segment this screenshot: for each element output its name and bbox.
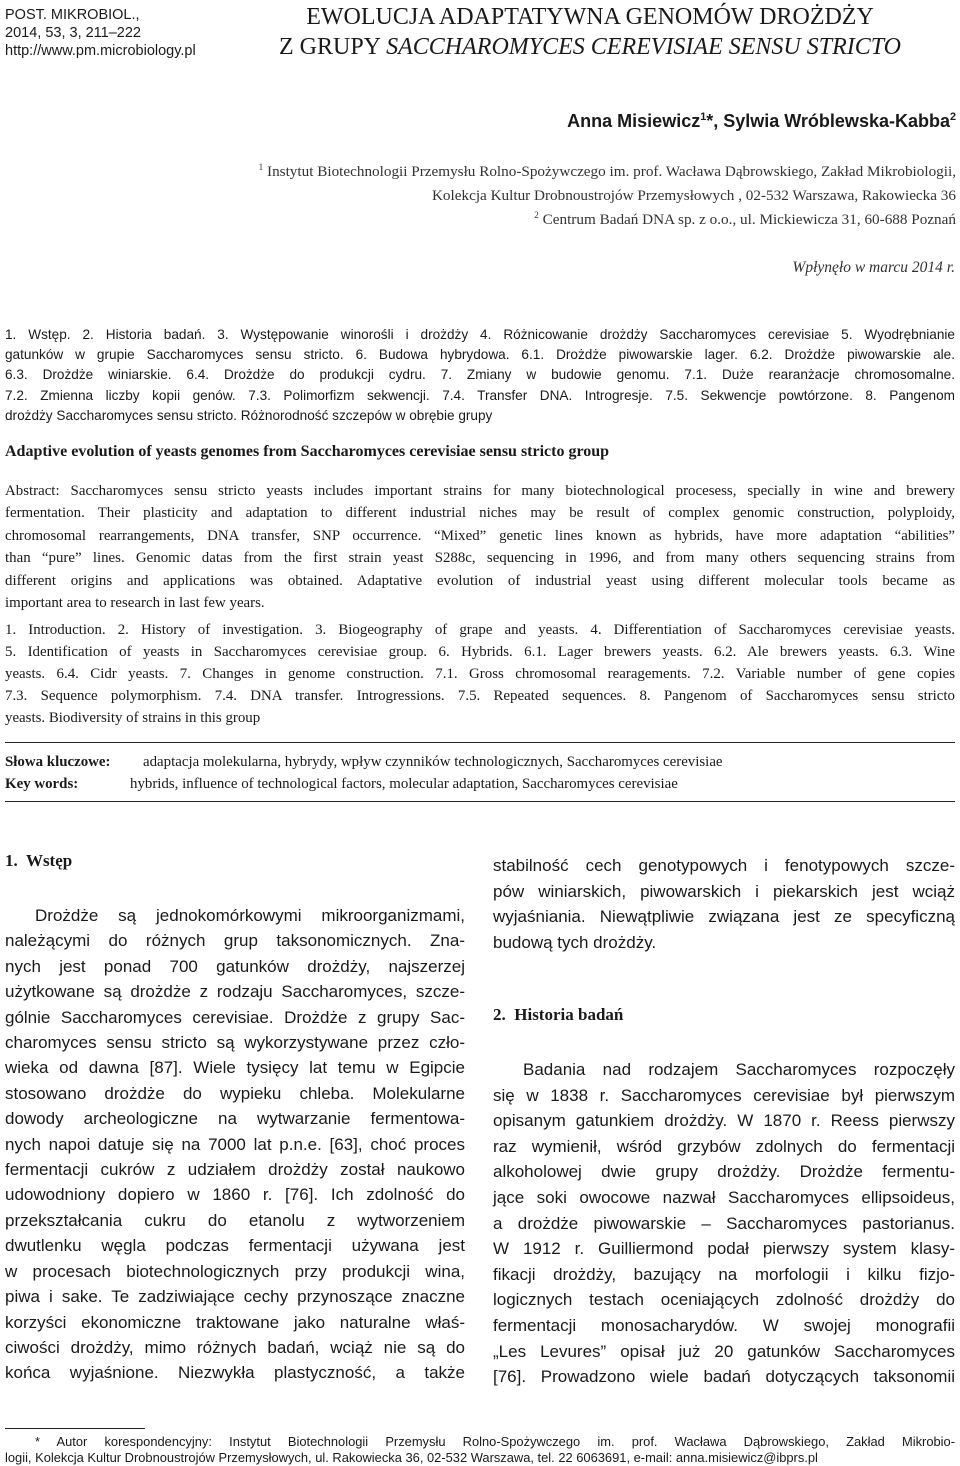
affiliation-1-line-1: $^1$ Instytut Biotechnologii Przemysłu Rolno-Spożywczego im. prof. Wacława Dąbrowskiego, Zakład Mikrobiologii, xyxy=(258,161,956,180)
body-line: Drożdże są jednokomórkowymi mikroorganizmami, xyxy=(35,906,465,925)
body-line: ciwości drożdży, mimo różnych badań, wciąż nie są do xyxy=(5,1337,465,1357)
journal-url[interactable]: http://www.pm.microbiology.pl xyxy=(5,43,196,59)
affiliation-1-line-2: Kolekcja Kultur Drobnoustrojów Przemysłowych , 02-532 Warszawa, Rakowiecka 36 xyxy=(431,187,956,204)
keywords-bottom-rule xyxy=(5,801,955,802)
journal-info xyxy=(5,6,196,60)
keywords-top-rule xyxy=(5,742,955,743)
toc-pl-line: 1. Wstęp. 2. Historia badań. 3. Występowanie winorośli i drożdży 4. Różnicowanie drożdży Saccharomyces cerevisiae 5. Wyodrębnianie xyxy=(5,327,955,342)
abstract-line: Abstract: Saccharomyces sensu stricto yeasts includes important strains for many biotechnological procesess, specially in wine and brewery xyxy=(5,483,955,499)
section-1-body xyxy=(5,903,465,1386)
journal-name: POST. MIKROBIOL., xyxy=(5,7,140,23)
abstract-line: than “pure” lines. Genomic datas from the first strain yeast S288c, sequencing in 1996, and from many others sequencing strains from xyxy=(5,550,955,567)
body-line: nych jest ponad 700 gatunków drożdży, najszerzej xyxy=(5,956,465,976)
toc-pl-line: gatunków w grupie Saccharomyces sensu stricto. 6. Budowa hybrydowa. 6.1. Drożdże piwowarskie lager. 6.2. Drożdże piwowarskie ale. xyxy=(5,347,955,363)
body-line: a drożdże piwowarskie – Saccharomyces pastorianus. xyxy=(493,1213,955,1233)
toc-pl-line: 7.2. Zmienna liczby kopii genów. 7.3. Polimorfizm sekwencji. 7.4. Transfer DNA. Introgresje. 7.5. Sekwencje powtórzone. 8. Pangenom xyxy=(5,387,955,403)
section-1-heading: 1. Wstęp xyxy=(5,851,73,870)
received-date: Wpłynęło w marcu 2014 r. xyxy=(792,259,955,276)
body-line: nych napoi datuje się na 7000 lat p.n.e. [63], choć proces xyxy=(5,1134,465,1154)
toc-en-line: yeasts. Biodiversity of strains in this group xyxy=(5,710,261,726)
body-line: jące soki owocowe nazwał Saccharomyces ellipsoideus, xyxy=(493,1187,955,1207)
body-line: logicznych testach oceniających zdolność drożdży do xyxy=(493,1290,955,1310)
body-line: gólnie Saccharomyces cerevisiae. Drożdże z grupy Sac- xyxy=(5,1007,465,1027)
authors: Anna Misiewicz$^1$*, Sylwia Wróblewska-Kabba$^2$ xyxy=(567,111,956,131)
toc-english xyxy=(5,619,955,729)
toc-pl-line: 6.3. Drożdże winiarskie. 6.4. Drożdże do produkcji cydru. 7. Zmiany w budowie genomu. 7.1. Duże rearanżacje chromosomalne. xyxy=(5,367,955,383)
keywords-english: Key words: hybrids, influence of technological factors, molecular adaptation, Saccharomyces cerevisiae xyxy=(5,776,678,792)
toc-en-line: 7.3. Sequence polymorphism. 7.4. DNA transfer. Introgressions. 7.5. Repeated sequences. 8. Pangenom of Saccharomyces sensu stricto xyxy=(5,688,955,704)
body-line: udowodniony dopiero w 1860 r. [76]. Ich zdolność do xyxy=(5,1185,465,1205)
body-line: fermentacji cukrów z udziałem drożdży został naukowo xyxy=(5,1160,465,1180)
toc-en-line: 5. Identification of yeasts in Saccharomyces cerevisiae group. 6. Hybrids. 6.1. Lager brewers yeasts. 6.2. Ale brewers yeasts. 6.3. Wine xyxy=(5,644,955,660)
affiliations xyxy=(136,160,956,232)
affiliation-2: $^2$ Centrum Badań DNA sp. z o.o., ul. Mickiewicza 31, 60-688 Poznań xyxy=(534,209,956,228)
journal-issue: 2014, 53, 3, 211–222 xyxy=(5,25,141,41)
toc-pl-line: drożdży Saccharomyces sensu stricto. Różnorodność szczepów w obrębie grupy xyxy=(5,407,493,423)
article-title xyxy=(220,2,960,62)
footnote-line-1: * Autor korespondencyjny: Instytut Biotechnologii Przemysłu Rolno-Spożywczego im. prof. Wacława Dąbrowskiego, Zakład Mikrobio- xyxy=(35,1434,955,1449)
body-line: wieka od dawna [87]. Wiele tysięcy lat temu w Egipcie xyxy=(5,1058,465,1078)
abstract-line: fermentation. Their plasticity and adaptation to different industrial niches may be result of complex genomic construction, polyploidy, xyxy=(5,505,955,522)
body-line: fikacji drożdży, bazujący na morfologii i kilku fizjo- xyxy=(493,1264,955,1284)
body-line: się w 1838 r. Saccharomyces cerevisiae był pierwszym xyxy=(493,1085,955,1105)
column-2-continuation xyxy=(493,853,955,955)
title-line-1: EWOLUCJA ADAPTATYWNA GENOMÓW DROŻDŻY xyxy=(306,4,874,30)
keywords-polish: Słowa kluczowe: adaptacja molekularna, hybrydy, wpływ czynników technologicznych, Saccharomyces cerevisiae xyxy=(5,754,723,770)
body-line: budową tych drożdży. xyxy=(493,932,657,952)
toc-en-line: yeasts. 6.4. Cidr yeasts. 7. Changes in genome construction. 7.1. Gross chromosomal rearagements. 7.2. Variable number of gene copies xyxy=(5,666,955,682)
body-line: W 1912 r. Guilliermond podał pierwszy system klasy- xyxy=(493,1239,955,1259)
body-line: stosowano drożdże do wypieku chleba. Molekularne xyxy=(5,1083,465,1103)
keywords xyxy=(5,751,723,795)
abstract xyxy=(5,480,955,614)
abstract-line: important area to research in last few years. xyxy=(5,595,265,612)
body-line: Badania nad rodzajem Saccharomyces rozpoczęły xyxy=(523,1060,955,1079)
english-title: Adaptive evolution of yeasts genomes from Saccharomyces cerevisiae sensu stricto group xyxy=(5,443,610,460)
body-line: pów winiarskich, piwowarskich i piekarskich jest wciąż xyxy=(493,881,955,901)
body-line: dowody archeologiczne na wytwarzanie fermentowa- xyxy=(5,1109,465,1129)
body-line: alkoholowej dwie grupy drożdży. Drożdże fermentu- xyxy=(493,1162,955,1182)
author-2: Sylwia Wróblewska-Kabba xyxy=(723,111,950,131)
footnote xyxy=(5,1434,955,1466)
body-line: wyjaśniania. Niewątpliwie związana jest ze specyficzną xyxy=(493,907,955,927)
author-1: Anna Misiewicz xyxy=(567,111,701,131)
body-line: dwutlenku węgla podczas fermentacji używana jest xyxy=(5,1236,465,1256)
toc-polish xyxy=(5,325,955,426)
body-line: w procesach biotechnologicznych przy produkcji wina, xyxy=(5,1261,465,1281)
toc-en-line: 1. Introduction. 2. History of investigation. 3. Biogeography of grape and yeasts. 4. Differentiation of Saccharomyces cerevisiae yeasts. xyxy=(5,622,955,638)
body-line: stabilność cech genotypowych i fenotypowych szcze- xyxy=(493,856,955,875)
body-line: przekształcania cukru do etanolu z wytworzeniem xyxy=(5,1210,465,1230)
body-line: końca wyjaśnione. Niezwykła plastyczność, a także xyxy=(5,1363,465,1383)
title-line-2: Z GRUPY SACCHAROMYCES CEREVISIAE SENSU STRICTO xyxy=(279,34,901,60)
body-line: piwa i sake. Te zadziwiające cechy przynoszące znaczne xyxy=(5,1287,465,1307)
body-line: użytkowane są drożdże z rodzaju Saccharomyces, szcze- xyxy=(5,982,465,1002)
body-line: [76]. Prowadzono wiele badań dotyczących taksonomii xyxy=(493,1367,955,1387)
body-line: należącymi do różnych grup taksonomicznych. Zna- xyxy=(5,931,465,951)
body-line: raz wymienił, wśród grzybów zdolnych do fermentacji xyxy=(493,1136,955,1156)
abstract-line: chromosomal rearrangements, DNA transfer, SNP occurrence. “Mixed” genetic lines known as hybrids, have more adaptation “abilities” xyxy=(5,527,955,544)
body-line: korzyści ekonomiczne traktowane jako naturalne właś- xyxy=(5,1312,465,1332)
section-2-heading: 2. Historia badań xyxy=(493,1005,624,1024)
abstract-line: different origins and applications was obtained. Adaptative evolution of industrial yeast using different molecular tools became as xyxy=(5,572,955,589)
footnote-rule xyxy=(5,1428,145,1429)
section-2-body xyxy=(493,1057,955,1390)
body-line: opisanym gatunkiem drożdży. W 1870 r. Reess pierwszy xyxy=(493,1111,955,1131)
body-line: charomyces sensu stricto są wykorzystywane przez czło- xyxy=(5,1033,465,1053)
body-line: „Les Levures” opisał już 20 gatunków Saccharomyces xyxy=(493,1341,955,1361)
footnote-line-2: logii, Kolekcja Kultur Drobnoustrojów Przemysłowych, ul. Rakowiecka 36, 02-532 Warszawa, tel. 22 6063691, e-mail: anna.misiewicz@ibprs.pl xyxy=(5,1450,818,1465)
body-line: fermentacji monosacharydów. W swojej monografii xyxy=(493,1315,955,1335)
